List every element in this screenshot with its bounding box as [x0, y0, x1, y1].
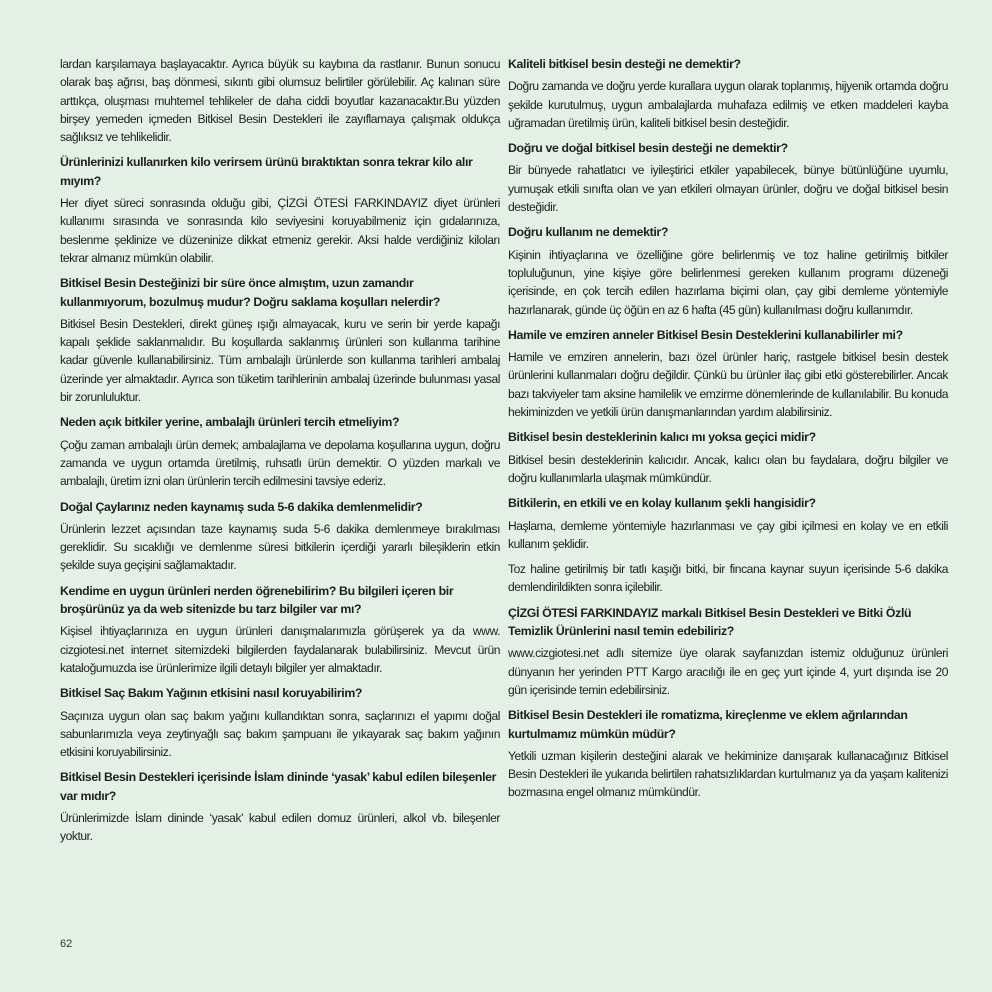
- faq-answer: Bir bünyede rahatlatıcı ve iyileştirici etkiler yapabilecek, bünye bütünlüğüne uyumlu, yumuşak etkili sınıfta olan ve yan etkileri olmayan ürünler, doğru ve doğal bitkisel besin desteğidir.: [508, 163, 948, 215]
- faq-question: Ürünlerinizi kullanırken kilo verirsem ürünü bıraktıktan sonra tekrar kilo alır mıyım?: [60, 155, 473, 188]
- faq-question: Bitkisel Besin Destekleri ile romatizma, kireçlenme ve eklem ağrılarından kurtulmamız mümkün müdür?: [508, 708, 908, 741]
- faq-question: Neden açık bitkiler yerine, ambalajlı ürünleri tercih etmeliyim?: [60, 415, 400, 430]
- faq-answer: www.cizgiotesi.net adlı sitemize üye olarak sayfanızdan istemiz olduğunuz ürünleri dünyanın her yerinden PTT Kargo aracılığı ile en geç yurt içinde 4, yurt dışında ise 20 gün içerisinde temin edebilirsiniz.: [508, 646, 948, 697]
- faq-answer: Çoğu zaman ambalajlı ürün demek; ambalajlama ve depolama koşullarına uygun, doğru zamanda ve uygun ortamda üretilmiş, ruhsatlı ürün demektir. O yüzden markalı ve ambalajlı, üretim izni olan ürünlerin tercih edilmesini tavsiye ederiz.: [60, 437, 500, 489]
- left-column: [60, 55, 500, 853]
- faq-question: Kendime en uygun ürünleri nerden öğrenebilirim? Bu bilgileri içeren bir broşürünüz ya da web sitenizde bu tarz bilgiler var mı?: [60, 583, 454, 617]
- faq-question: Doğal Çaylarınız neden kaynamış suda 5-6 dakika demlenmelidir?: [60, 499, 423, 514]
- faq-answer: Doğru zamanda ve doğru yerde kurallara uygun olarak toplanmış, hijyenik ortamda doğru şekilde kurutulmuş, uygun ambalajlarda muhafaza edilmiş ve etken maddeleri kayba uğramadan üretilmiş ürün, kaliteli bitkisel besin desteğidir.: [508, 79, 948, 130]
- faq-question: ÇİZGİ ÖTESİ FARKINDAYIZ markalı Bitkisel Besin Destekleri ve Bitki Özlü Temizlik Ürünlerini nasıl temin edebiliriz?: [508, 605, 912, 639]
- faq-answer: Bitkisel Besin Destekleri, direkt güneş ışığı almayacak, kuru ve serin bir yerde kapağı kapalı şeklide saklanmalıdır. Bu koşullarda saklanmış ürünleri son kullanma tarihine kadar güvenle kullanabilirsiniz. Tüm ambalajlı ürünlerde son kullanma tarihleri ambalaj üzerinde yer almaktadır. Ayrıca son tüketim tarihlerinin ambalaj üzerinde bulunması yasal bir zorunluluktur.: [60, 316, 500, 405]
- faq-question: Bitkisel Besin Desteğinizi bir süre önce almıştım, uzun zamandır kullanmıyorum, bozulmuş mudur? Doğru saklama koşulları nelerdir?: [60, 276, 441, 309]
- faq-answer: Haşlama, demleme yöntemiyle hazırlanması ve çay gibi içilmesi en kolay ve en etkili kullanım şeklidir.: [508, 518, 948, 551]
- faq-question: Bitkisel besin desteklerinin kalıcı mı yoksa geçici midir?: [508, 430, 816, 445]
- faq-question: Bitkilerin, en etkili ve en kolay kullanım şekli hangisidir?: [508, 496, 816, 511]
- faq-question: Hamile ve emziren anneler Bitkisel Besin Desteklerini kullanabilirler mi?: [508, 327, 903, 342]
- faq-answer: Saçınıza uygun olan saç bakım yağını kullandıktan sonra, saçlarınızı el yapımı doğal sabunlarımızla veya zeytinyağlı saç bakım şampuanı ile yıkayarak saç bakım yağının etkisini koruyabilirsiniz.: [60, 708, 500, 760]
- faq-question: Bitkisel Besin Destekleri içerisinde İslam dininde ‘yasak’ kabul edilen bileşenler var mıdır?: [60, 770, 497, 803]
- faq-question: Bitkisel Saç Bakım Yağının etkisini nasıl koruyabilirim?: [60, 686, 363, 701]
- faq-answer: Yetkili uzman kişilerin desteğini alarak ve hekiminize danışarak kullanacağınız Bitkisel Besin Destekleri ile yukarıda belirtilen rahatsızlıklardan kurtulmanız ya da yaşam kalitenizi bozmasına engel olmanız mümkündür.: [508, 748, 948, 800]
- right-column: [508, 55, 948, 809]
- faq-answer-continued: Toz haline getirilmiş bir tatlı kaşığı bitki, bir fincana kaynar suyun içerisinde 5-6 dakika demlendirildikten sonra içilebilir.: [508, 562, 948, 595]
- faq-question: Doğru kullanım ne demektir?: [508, 225, 669, 240]
- faq-answer: Kişisel ihtiyaçlarınıza en uygun ürünleri danışmalarımızla görüşerek ya da www. cizgiotesi.net internet sitemizdeki bilgilerden faydalanarak bulabilirsiniz. Mevcut ürün kataloğumuzda ise ürünlerimize ilgili detaylı bilgiler yer almaktadır.: [60, 624, 500, 675]
- page-number: 62: [60, 938, 73, 950]
- faq-question: Kaliteli bitkisel besin desteği ne demektir?: [508, 57, 741, 71]
- faq-answer: Her diyet süreci sonrasında olduğu gibi, ÇİZGİ ÖTESİ FARKINDAYIZ diyet ürünleri kullanımı sırasında ve sonrasında kilo seviyesini koruyabilmeniz için gıdalarınıza, beslenme şeklinize ve düzeninize dikkat etmeniz gerekir. Aksi halde verdiğiniz kiloları tekrar almanız mümkün olabilir.: [60, 196, 500, 265]
- faq-answer: Kişinin ihtiyaçlarına ve özelliğine göre belirlenmiş ve toz haline getirilmiş bitkiler topluluğunun, yine kişiye göre belirlenmesi gereken kullanım programı düzeneği içerisinde, en çok tercih edilen hazırlama biçimi olan, çay gibi demleme yöntemiyle hazırlanarak, günde üç öğün en az 6 hafta (45 gün) kullanılması doğru kullanımdır.: [508, 247, 948, 317]
- faq-answer: Hamile ve emziren annelerin, bazı özel ürünler hariç, rastgele bitkisel besin destek ürünlerini kullanmaları doğru değildir. Çünkü bu ürünler ilaç gibi etki gösterebilirler. Ancak bazı takviyeler tam aksine hamilelik ve emzirme dönemlerinde de kullanılabilir. Bu konuda hekiminizden ve yetkili ürün danışmanlarından yardım alabilirsiniz.: [508, 350, 948, 420]
- faq-answer: Ürünlerin lezzet açısından taze kaynamış suda 5-6 dakika demlenmeye bırakılması gereklidir. Su sıcaklığı ve demlenme süresi bitkilerin içerdiği yararlı bileşiklerin etkin şekilde suya geçişini sağlamaktadır.: [60, 521, 500, 573]
- faq-answer: Bitkisel besin desteklerinin kalıcıdır. Ancak, kalıcı olan bu faydalara, doğru bilgiler ve doğru kullanımlarla ulaşmak mümkündür.: [508, 452, 948, 485]
- intro-paragraph: lardan karşılamaya başlayacaktır. Ayrıca büyük su kaybına da rastlanır. Bunun sonucu olarak baş ağrısı, baş dönmesi, sıkıntı gibi olumsuz belirtiler görülebilir. Aç kalınan süre arttıkça, oluşması muhtemel tehlikeler de daha ciddi boyutlar kazanacaktır.Bu yüzden birşey yemeden içmeden Bitkisel Besin Destekleri ile zayıflamaya çalışmak oldukça sağlıksız ve tehlikelidir.: [60, 57, 500, 145]
- faq-answer: Ürünlerimizde İslam dininde ‘yasak’ kabul edilen domuz ürünleri, alkol vb. bileşenler yoktur.: [60, 810, 500, 844]
- faq-question: Doğru ve doğal bitkisel besin desteği ne demektir?: [508, 141, 788, 156]
